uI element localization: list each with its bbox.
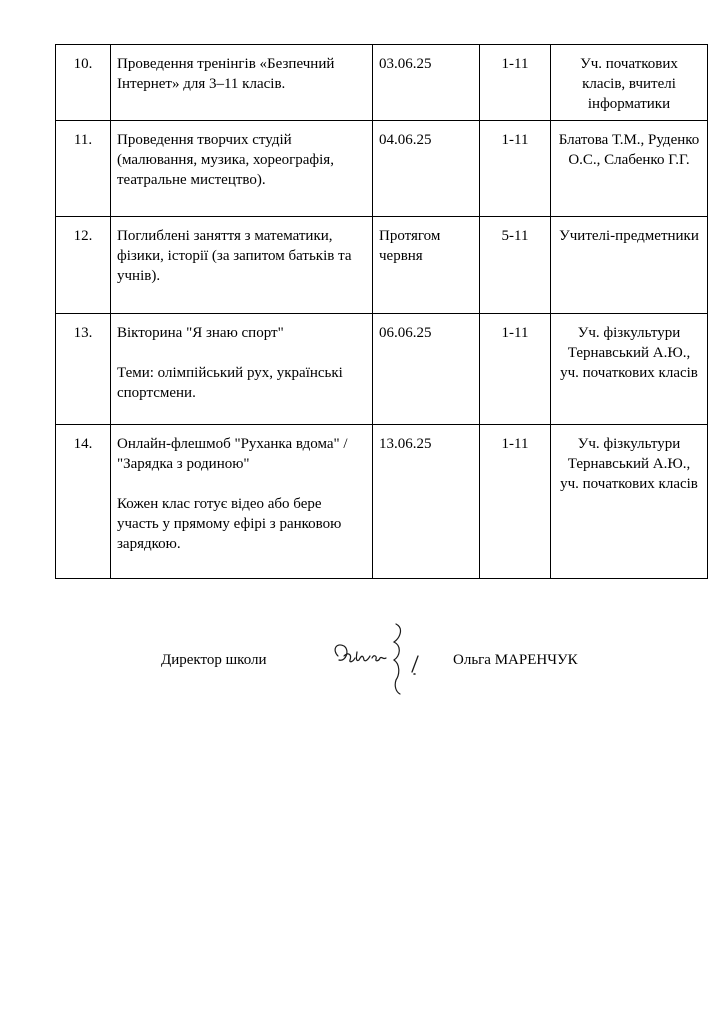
event-responsible: Уч. фізкультури Тернавський А.Ю., уч. початкових класів xyxy=(551,314,708,425)
table-row xyxy=(56,425,708,579)
event-text: Поглиблені заняття з математики, фізики, історії (за запитом батьків та учнів). xyxy=(117,228,352,284)
event-date: 03.06.25 xyxy=(373,45,480,121)
handwritten-signature xyxy=(330,616,430,696)
events-table xyxy=(55,44,708,579)
event-description xyxy=(111,314,373,425)
row-number: 13. xyxy=(56,314,111,425)
event-text: Кожен клас готує відео або бере участь у прямому ефірі з ранковою зарядкою. xyxy=(117,496,342,552)
event-description xyxy=(111,45,373,121)
event-responsible: Уч. початкових класів, вчителі інформатики xyxy=(551,45,708,121)
row-number: 12. xyxy=(56,217,111,314)
event-date: 04.06.25 xyxy=(373,121,480,217)
event-text: Проведення творчих студій (малювання, музика, хореографія, театральне мистецтво). xyxy=(117,132,334,188)
event-date: 13.06.25 xyxy=(373,425,480,579)
row-number: 11. xyxy=(56,121,111,217)
event-responsible: Блатова Т.М., Руденко О.С., Слабенко Г.Г. xyxy=(551,121,708,217)
event-description xyxy=(111,121,373,217)
row-number: 14. xyxy=(56,425,111,579)
table-row xyxy=(56,45,708,121)
event-text: Онлайн-флешмоб "Руханка вдома" / "Зарядка з родиною" xyxy=(117,436,348,472)
event-text: Проведення тренінгів «Безпечний Інтернет» для 3–11 класів. xyxy=(117,56,335,92)
event-grades: 1-11 xyxy=(480,45,551,121)
event-grades: 5-11 xyxy=(480,217,551,314)
table-row xyxy=(56,217,708,314)
event-responsible: Учителі-предметники xyxy=(551,217,708,314)
event-text: Теми: олімпійський рух, українські спортсмени. xyxy=(117,365,343,401)
event-grades: 1-11 xyxy=(480,121,551,217)
event-text: Вікторина "Я знаю спорт" xyxy=(117,325,284,341)
table-row xyxy=(56,121,708,217)
event-responsible: Уч. фізкультури Тернавський А.Ю., уч. початкових класів xyxy=(551,425,708,579)
table-row xyxy=(56,314,708,425)
event-grades: 1-11 xyxy=(480,425,551,579)
signatory-name: Ольга МАРЕНЧУК xyxy=(453,652,578,668)
event-grades: 1-11 xyxy=(480,314,551,425)
signatory-role: Директор школи xyxy=(161,652,267,668)
event-date: 06.06.25 xyxy=(373,314,480,425)
event-description xyxy=(111,217,373,314)
row-number: 10. xyxy=(56,45,111,121)
event-date: Протягом червня xyxy=(373,217,480,314)
event-description xyxy=(111,425,373,579)
